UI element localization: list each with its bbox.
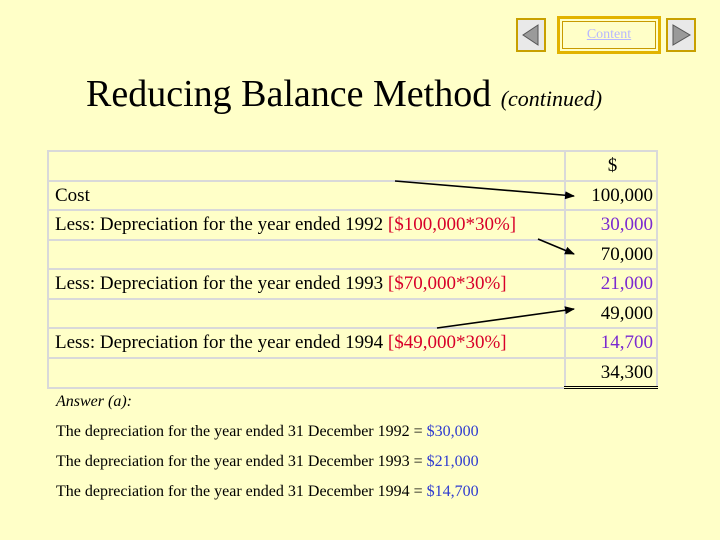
answer-value: $30,000 — [426, 423, 479, 440]
row-desc — [48, 328, 565, 358]
row-amount: 14,700 — [565, 328, 657, 358]
row-amount: 21,000 — [565, 269, 657, 299]
row-desc — [48, 358, 565, 388]
table-row — [48, 328, 657, 358]
right-triangle-icon — [668, 20, 694, 50]
row-amount: 70,000 — [565, 240, 657, 270]
row-amount-total: 34,300 — [565, 358, 657, 388]
answer-line — [56, 453, 479, 471]
row-desc — [48, 210, 565, 240]
page-title-main: Reducing Balance Method — [86, 73, 492, 115]
answer-value: $21,000 — [426, 453, 479, 470]
page-title — [86, 72, 602, 116]
page-title-subtitle: (continued) — [500, 86, 603, 111]
content-link[interactable]: Content — [557, 16, 661, 54]
answer-text: The depreciation for the year ended 31 December 1994 = — [56, 483, 427, 500]
table-row — [48, 240, 657, 270]
row-desc — [48, 299, 565, 329]
depreciation-table — [47, 150, 658, 389]
answer-line — [56, 483, 479, 501]
next-slide-button[interactable] — [666, 18, 696, 52]
table-cell-desc — [48, 151, 565, 181]
previous-slide-button[interactable] — [516, 18, 546, 52]
table-row — [48, 299, 657, 329]
row-amount: 100,000 — [565, 181, 657, 211]
answer-line — [56, 423, 479, 441]
row-desc — [48, 240, 565, 270]
row-calculation: [$100,000*30%] — [387, 214, 517, 236]
answer-text: The depreciation for the year ended 31 December 1993 = — [56, 453, 427, 470]
row-desc — [48, 269, 565, 299]
row-desc-text: Less: Depreciation for the year ended 1992 — [55, 214, 388, 236]
row-amount: 30,000 — [565, 210, 657, 240]
row-desc-text: Less: Depreciation for the year ended 1994 — [55, 332, 388, 354]
table-row — [48, 358, 657, 388]
currency-header: $ — [565, 151, 657, 181]
row-calculation: [$49,000*30%] — [387, 332, 507, 354]
row-desc-text: Less: Depreciation for the year ended 1993 — [55, 273, 388, 295]
row-calculation: [$70,000*30%] — [387, 273, 507, 295]
row-desc: Cost — [48, 181, 565, 211]
table-row — [48, 210, 657, 240]
answer-heading: Answer (a): — [56, 393, 132, 410]
row-amount: 49,000 — [565, 299, 657, 329]
left-triangle-icon — [518, 20, 544, 50]
answer-text: The depreciation for the year ended 31 December 1992 = — [56, 423, 427, 440]
table-row — [48, 269, 657, 299]
table-row — [48, 181, 657, 211]
answer-value: $14,700 — [426, 483, 479, 500]
table-header-row — [48, 151, 657, 181]
